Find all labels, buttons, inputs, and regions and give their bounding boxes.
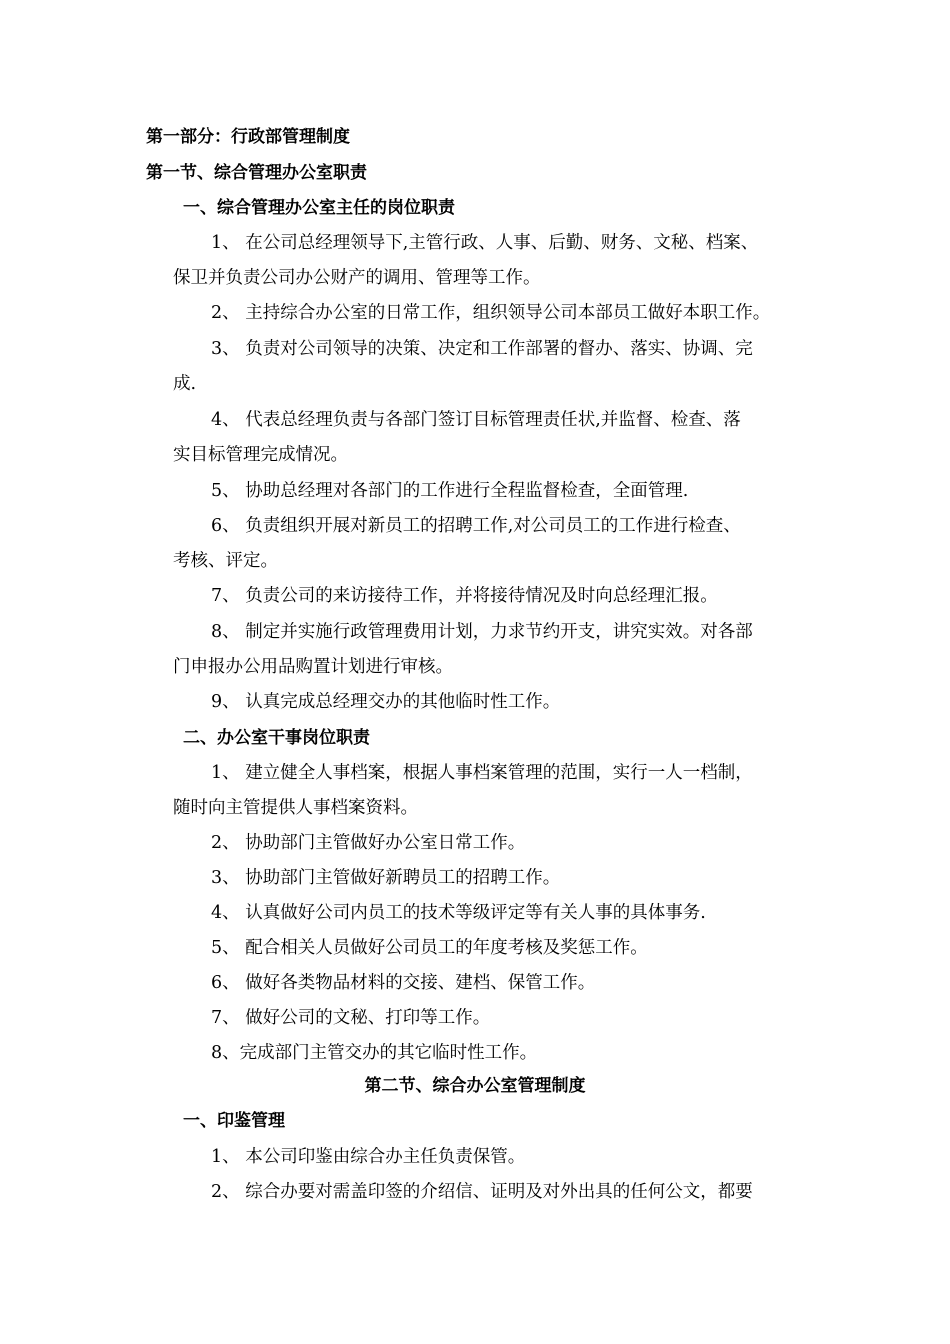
paragraph-line: 8、 制定并实施行政管理费用计划，力求节约开支，讲究实效。对各部 (211, 622, 753, 642)
section2-title: 第二节、综合办公室管理制度 (364, 1076, 586, 1096)
paragraph-line: 随时向主管提供人事档案资料。 (173, 798, 418, 818)
paragraph-line: 9、 认真完成总经理交办的其他临时性工作。 (211, 692, 561, 712)
paragraph-line: 7、 负责公司的来访接待工作，并将接待情况及时向总经理汇报。 (211, 586, 718, 606)
section1-sub1-heading: 一、综合管理办公室主任的岗位职责 (183, 198, 455, 218)
paragraph-line: 5、 配合相关人员做好公司员工的年度考核及奖惩工作。 (211, 938, 648, 958)
paragraph-line: 保卫并负责公司办公财产的调用、管理等工作。 (173, 268, 541, 288)
paragraph-line: 3、 协助部门主管做好新聘员工的招聘工作。 (211, 868, 561, 888)
paragraph-line: 4、 代表总经理负责与各部门签订目标管理责任状,并监督、检查、落 (211, 410, 741, 430)
section2-sub1-heading: 一、印鉴管理 (183, 1111, 285, 1131)
paragraph-line: 1、 建立健全人事档案，根据人事档案管理的范围，实行一人一档制， (211, 763, 753, 783)
paragraph-line: 考核、评定。 (173, 551, 278, 571)
paragraph-line: 成. (173, 374, 197, 394)
paragraph-line: 2、 主持综合办公室的日常工作，组织领导公司本部员工做好本职工作。 (211, 303, 771, 323)
paragraph-line: 3、 负责对公司领导的决策、决定和工作部署的督办、落实、协调、完 (211, 339, 753, 359)
paragraph-line: 1、 在公司总经理领导下,主管行政、人事、后勤、财务、文秘、档案、 (211, 233, 759, 253)
paragraph-line: 6、 负责组织开展对新员工的招聘工作,对公司员工的工作进行检查、 (211, 516, 741, 536)
paragraph-line: 8、完成部门主管交办的其它临时性工作。 (211, 1043, 538, 1063)
paragraph-line: 4、 认真做好公司内员工的技术等级评定等有关人事的具体事务. (211, 903, 706, 923)
section1-title: 第一节、综合管理办公室职责 (146, 163, 367, 183)
paragraph-line: 6、 做好各类物品材料的交接、建档、保管工作。 (211, 973, 596, 993)
paragraph-line: 7、 做好公司的文秘、打印等工作。 (211, 1008, 491, 1028)
section1-sub2-heading: 二、办公室干事岗位职责 (183, 728, 370, 748)
paragraph-line: 实目标管理完成情况。 (173, 445, 348, 465)
paragraph-line: 1、 本公司印鉴由综合办主任负责保管。 (211, 1147, 526, 1167)
paragraph-line: 5、 协助总经理对各部门的工作进行全程监督检查，全面管理. (211, 481, 689, 501)
paragraph-line: 2、 综合办要对需盖印签的介绍信、证明及对外出具的任何公文，都要 (211, 1182, 753, 1202)
part-title: 第一部分：行政部管理制度 (146, 127, 350, 147)
paragraph-line: 2、 协助部门主管做好办公室日常工作。 (211, 833, 526, 853)
paragraph-line: 门申报办公用品购置计划进行审核。 (173, 657, 453, 677)
